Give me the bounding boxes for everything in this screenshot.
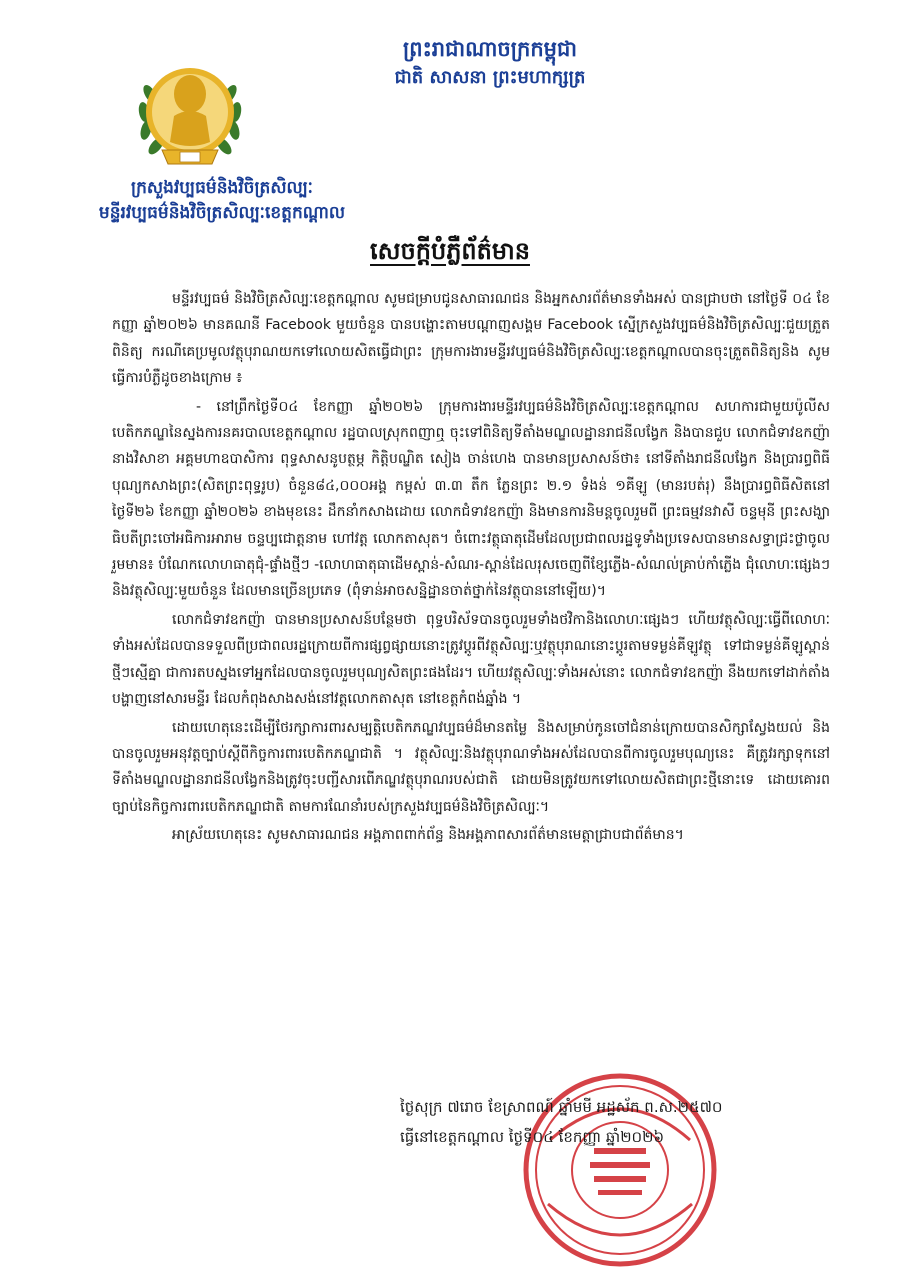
ministry-block — [52, 176, 392, 226]
title-text: សេចក្ដីបំភ្លឺព័ត៌មាន — [370, 237, 530, 265]
place-and-date: ធ្វើនៅខេត្តកណ្ដាល ថ្ងៃទី០៤ ខែកញ្ញា ឆ្នាំ២០២៦ — [400, 1128, 665, 1146]
ministry-emblem-icon — [132, 54, 248, 174]
ministry-name: ក្រសួងវប្បធម៌និងវិចិត្រសិល្បៈ — [131, 178, 313, 198]
paragraph-conclusion: ដោយហេតុនេះដើម្បីថែរក្សាការពារសម្បត្តិបេតិកភណ្ឌវប្បធម៌ដ៏មានតម្លៃ និងសម្រាប់កូនចៅជំនាន់ក្រោយបានសិក្សាស្វែងយល់ និងបានចូលរួមអនុវត្តច្បាប់ស្ដីពីកិច្ចការពារបេតិកភណ្ឌជាតិ ។ វត្ថុសិល្បៈនិងវត្ថុបុរាណទាំងអស់ដែលបានពីការចូលរួមបុណ្យនេះ គឺត្រូវរក្សាទុកនៅទីតាំងមណ្ឌលដ្ឋានរាជនីលង្វែកនិងត្រូវចុះបញ្ជីសារពើភណ្ឌវត្ថុបុរាណរបស់ជាតិ ដោយមិនត្រូវយកទៅលោយសិតជាព្រះថ្មីនោះទេ ដោយគោរពច្បាប់នៃកិច្ចការពារបេតិកភណ្ឌជាតិ តាមការណែនាំរបស់ក្រសួងវប្បធម៌និងវិចិត្រសិល្បៈ។ — [112, 719, 830, 815]
paragraph-statement: លោកជំទាវឧកញ៉ា បានមានប្រសាសន៍បន្ថែមថា ពុទ្ធបរិស័ទបានចូលរួមទាំងថវិកានិងលោហៈផ្សេងៗ ហើយវត្ថុសិល្បៈធ្វើពីលោហៈទាំងអស់ដែលបានទទួលពីប្រជាពលរដ្ឋក្រោយពីការផ្សព្វផ្សាយនោះត្រូវប្ដូរពីវត្ថុសិល្បៈឬវត្ថុបុរាណនោះប្ដូរតាមទម្ងន់គីឡូវត្ថុ ទៅជាទម្ងន់គីឡូស្ពាន់ថ្មីៗស្មើគ្នា ជាការតបស្នងទៅអ្នកដែលបានចូលរួមបុណ្យសិតព្រះផងដែរ។ ហើយវត្ថុសិល្បៈទាំងអស់នោះ លោកជំទាវឧកញ៉ា នឹងយកទៅដាក់តាំងបង្ហាញនៅសារមន្ទីរ ដែលកំពុងសាងសង់នៅវត្តលោកតាសុត នៅខេត្តកំពង់ឆ្នាំង ។ — [112, 611, 830, 708]
kingdom-motto — [330, 34, 650, 92]
document-title — [0, 236, 900, 271]
department-name: មន្ទីរវប្បធម៌និងវិចិត្រសិល្បៈខេត្តកណ្ដាល — [98, 203, 346, 223]
paragraph-findings: - នៅព្រឹកថ្ងៃទី០៤ ខែកញ្ញា ឆ្នាំ២០២៦ ក្រុមការងារមន្ទីរវប្បធម៌និងវិចិត្រសិល្បៈខេត្តកណ្ដាល សហការជាមួយប៉ូលីសបេតិកភណ្ឌនៃស្នងការនគរបាលខេត្តកណ្ដាល រដ្ឋបាលស្រុកពញាឮ ចុះទៅពិនិត្យទីតាំងមណ្ឌលដ្ឋានរាជនីលង្វែក និងបានជួប លោកជំទាវឧកញ៉ា នាងវិសាខា អគ្គមហាឧបាសិការ ពុទ្ធសាសនូបត្ថម្ភ កិត្តិបណ្ឌិត សៀង ចាន់ហេង បានមានប្រសាសន៍ថា៖ នៅទីតាំងរាជនីលង្វែក និងប្រារព្ធពិធីបុណ្យកសាងព្រះ(សិតព្រះពុទ្ធរូប) ចំនួន៨៤,០០០អង្គ កម្ពស់ ៣.៣ តឹក ភ្លែនព្រះ ២.១ ទំងន់ ១គីឡូ (មានរបត់រុ) នឹងប្រារព្ធពិធីសិតនៅថ្ងៃទី២៦ ខែកញ្ញា ឆ្នាំ២០២៦ ខាងមុខនេះ ដឹកនាំកសាងដោយ លោកជំទាវឧកញ៉ា និងមានការនិមន្តចូលរួមពី ព្រះធម្មវនវាសី ចន្ទមុនី ព្រះសង្ឃាធិបតីព្រះចៅអធិការអារាម ចន្ទប្បជោត្តនាម ហៅវត្ត លោកតាសុត។ ចំពោះវត្ថុធាតុដើមដែលប្រជាពលរដ្ឋទូទាំងប្រទេសបានមានសទ្ធាជ្រះថ្លាចូលរួមមាន៖ បំណែកលោហធាតុជុំ-ផ្ទាំងថ្មីៗ -លោហធាតុធាដើមស្ពាន់-សំណរ-ស្ពាន់ដែលរុសចេញពីខ្សែភ្លើង-សំណល់គ្រាប់កាំភ្លើង ជុំលោហៈផ្សេងៗ និងវត្ថុសិល្បៈមួយចំនួន ដែលមានច្រើនប្រភេទ (ពុំទាន់អាចសន្និដ្ឋានចាត់ថ្នាក់នៃវត្ថុបាននៅឡើយ)។ — [112, 398, 830, 600]
signature-block — [400, 1092, 820, 1152]
paragraph-intro: មន្ទីរវប្បធម៌ និងវិចិត្រសិល្បៈខេត្តកណ្ដាល សូមជម្រាបជូនសាធារណជន និងអ្នកសារព័ត៌មានទាំងអស់ បានជ្រាបថា នៅថ្ងៃទី ០៤ ខែកញ្ញា ឆ្នាំ២០២៦ មានគណនី Facebook មួយចំនួន បានបង្ហោះតាមបណ្ដាញសង្គម Facebook ស្នើក្រសួងវប្បធម៌និងវិចិត្រសិល្បៈជួយត្រួតពិនិត្យ ករណីគេប្រមូលវត្ថុបុរាណយកទៅលោយសិតធ្វើជាព្រះ ក្រុមការងារមន្ទីរវប្បធម៌និងវិចិត្រសិល្បៈខេត្តកណ្ដាលបានចុះត្រួតពិនិត្យនិង សូមធ្វើការបំភ្លឺដូចខាងក្រោម ៖ — [112, 291, 830, 387]
kingdom-title: ព្រះរាជាណាចក្រកម្ពុជា — [402, 37, 577, 61]
lunar-date: ថ្ងៃសុក្រ ៧រោច ខែស្រាពណ៍ ឆ្នាំមមី អដ្ឋស័ក ព.ស.២៥៧០ — [400, 1098, 723, 1116]
national-motto: ជាតិ សាសនា ព្រះមហាក្សត្រ — [394, 67, 586, 88]
document-body — [112, 286, 830, 851]
paragraph-closing: អាស្រ័យហេតុនេះ សូមសាធារណជន អង្គភាពពាក់ព័ន្ធ និងអង្គភាពសារព័ត៌មានមេត្តាជ្រាបជាព័ត៌មាន។ — [172, 827, 684, 844]
